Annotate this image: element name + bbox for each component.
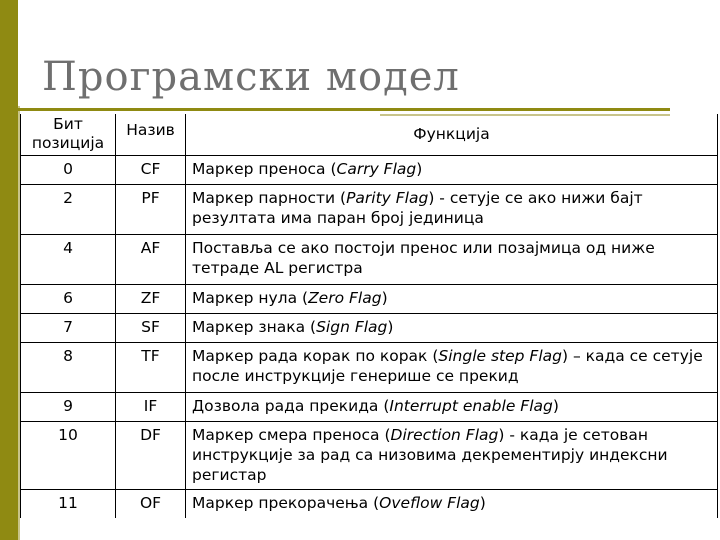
cell-bit: 4	[21, 235, 116, 285]
flag-name: Sign Flag	[316, 318, 388, 336]
cell-function	[186, 185, 718, 235]
cell-name: DF	[116, 422, 186, 490]
cell-name: PF	[116, 185, 186, 235]
function-text-tail: ) - сетује се ако нижи бајт резултата има паран број јединица	[192, 189, 643, 227]
function-text: Маркер рада корак по корак (	[192, 347, 439, 365]
header-bit-line2: позиција	[31, 134, 105, 152]
function-text-tail: )	[416, 160, 423, 178]
header-name: Назив	[116, 114, 186, 156]
header-function: Функција	[186, 114, 718, 156]
cell-function	[186, 156, 718, 185]
flag-name: Interrupt enable Flag	[389, 397, 553, 415]
table-row	[21, 490, 718, 519]
function-text-tail: ) – када се сетује после инструкције генерише се прекид	[192, 347, 703, 385]
function-text-tail: )	[387, 318, 394, 336]
table-row	[21, 185, 718, 235]
cell-name: IF	[116, 393, 186, 422]
function-text-tail: )	[479, 494, 486, 512]
table-row	[21, 422, 718, 490]
cell-function	[186, 314, 718, 343]
header-bit-position	[21, 114, 116, 156]
cell-name: OF	[116, 490, 186, 519]
table-row	[21, 156, 718, 185]
cell-bit: 8	[21, 343, 116, 393]
cell-bit: 11	[21, 490, 116, 519]
function-text: Маркер нула (	[192, 289, 309, 307]
flags-table	[20, 114, 718, 518]
flag-name: Direction Flag	[390, 426, 499, 444]
cell-function	[186, 490, 718, 519]
cell-bit: 9	[21, 393, 116, 422]
cell-function	[186, 285, 718, 314]
flag-name: Carry Flag	[336, 160, 417, 178]
header-bit-line1: Бит	[53, 115, 83, 133]
left-accent-bar	[0, 0, 18, 540]
cell-name: AF	[116, 235, 186, 285]
table-row	[21, 285, 718, 314]
title-underline	[18, 108, 670, 111]
cell-name: CF	[116, 156, 186, 185]
cell-name: ZF	[116, 285, 186, 314]
function-text: Маркер прекорачења (	[192, 494, 380, 512]
slide-title: Програмски модел	[42, 54, 460, 100]
cell-function	[186, 235, 718, 285]
cell-name: TF	[116, 343, 186, 393]
function-text: Маркер парности (	[192, 189, 347, 207]
cell-function	[186, 422, 718, 490]
table-row	[21, 343, 718, 393]
table-row	[21, 393, 718, 422]
function-text: Поставља се ако постоји пренос или позајмица од ниже тетраде AL регистра	[192, 239, 655, 277]
function-text: Маркер преноса (	[192, 160, 337, 178]
cell-bit: 6	[21, 285, 116, 314]
flag-name: Parity Flag	[346, 189, 429, 207]
flag-name: Zero Flag	[308, 289, 382, 307]
function-text-tail: )	[381, 289, 388, 307]
cell-name: SF	[116, 314, 186, 343]
cell-function	[186, 343, 718, 393]
flag-name: Single step Flag	[438, 347, 562, 365]
function-text: Маркер смера преноса (	[192, 426, 391, 444]
cell-function	[186, 393, 718, 422]
cell-bit: 7	[21, 314, 116, 343]
cell-bit: 2	[21, 185, 116, 235]
function-text: Дозвола рада прекида (	[192, 397, 390, 415]
table-header-row	[21, 114, 718, 156]
function-text-tail: )	[552, 397, 559, 415]
function-text: Маркер знака (	[192, 318, 317, 336]
table-row	[21, 235, 718, 285]
flag-name: Oveflow Flag	[379, 494, 480, 512]
table-row	[21, 314, 718, 343]
cell-bit: 0	[21, 156, 116, 185]
cell-bit: 10	[21, 422, 116, 490]
function-text-tail: ) - када је сетован инструкције за рад са низовима декрементирју индексни регистар	[192, 426, 668, 484]
